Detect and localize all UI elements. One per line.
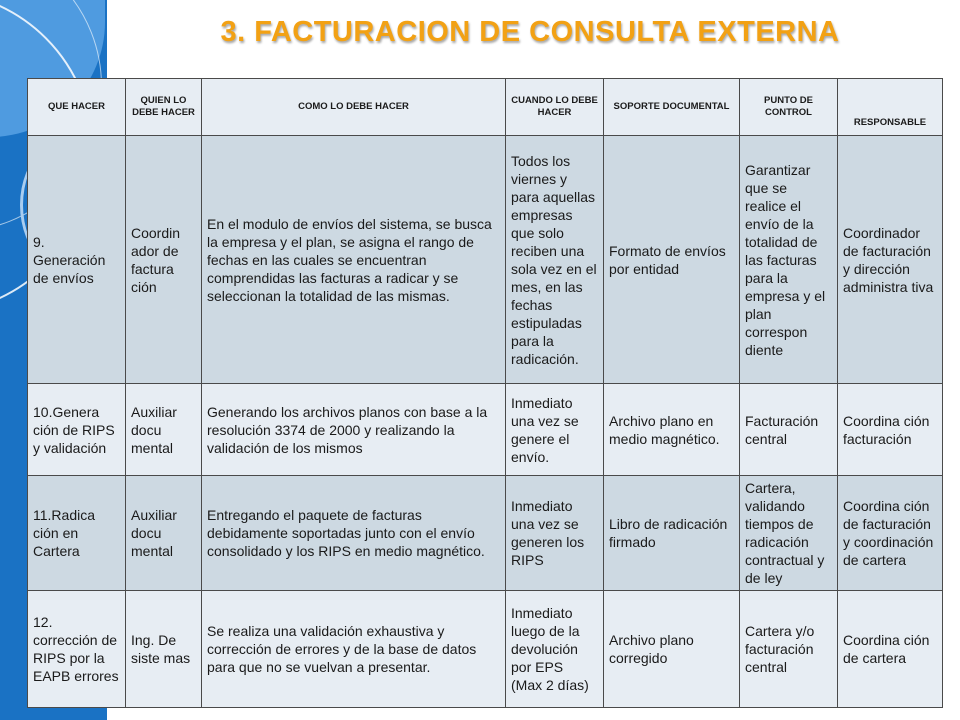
cell-responsable: Coordina ción de facturación y coordinación de cartera [838,476,943,591]
header-soporte: SOPORTE DOCUMENTAL [604,79,740,136]
cell-responsable: Coordina ción de cartera [838,591,943,708]
cell-como: Se realiza una validación exhaustiva y corrección de errores y de la base de datos para que no se vuelvan a presentar. [202,591,506,708]
cell-que: 12. corrección de RIPS por la EAPB errores [28,591,126,708]
cell-quien: Auxiliar docu mental [126,384,202,476]
cell-que: 9. Generación de envíos [28,136,126,384]
cell-quien: Ing. De siste mas [126,591,202,708]
cell-cuando: Inmediato luego de la devolución por EPS (Max 2 días) [506,591,604,708]
cell-responsable: Coordinador de facturación y dirección administra tiva [838,136,943,384]
header-punto-control: PUNTO DE CONTROL [740,79,838,136]
cell-quien: Auxiliar docu mental [126,476,202,591]
cell-cuando: Inmediato una vez se genere el envío. [506,384,604,476]
header-responsable: RESPONSABLE [838,79,943,136]
cell-punto: Garantizar que se realice el envío de la totalidad de las facturas para la empresa y el plan correspon diente [740,136,838,384]
cell-quien: Coordin ador de factura ción [126,136,202,384]
table-row [28,591,943,708]
cell-cuando: Inmediato una vez se generen los RIPS [506,476,604,591]
cell-como: En el modulo de envíos del sistema, se busca la empresa y el plan, se asigna el rango de fechas en las cuales se encuentran comprendidas las facturas a radicar y se seleccionan la totalidad de las mismas. [202,136,506,384]
cell-como: Entregando el paquete de facturas debidamente soportadas junto con el envío consolidado y los RIPS en medio magnético. [202,476,506,591]
cell-que: 11.Radica ción en Cartera [28,476,126,591]
cell-soporte: Formato de envíos por entidad [604,136,740,384]
table-row [28,476,943,591]
cell-que: 10.Genera ción de RIPS y validación [28,384,126,476]
page-title: 3. FACTURACION DE CONSULTA EXTERNA [220,16,840,48]
cell-soporte: Archivo plano corregido [604,591,740,708]
cell-como: Generando los archivos planos con base a la resolución 3374 de 2000 y realizando la validación de los mismos [202,384,506,476]
cell-punto: Facturación central [740,384,838,476]
cell-cuando: Todos los viernes y para aquellas empresas que solo reciben una sola vez en el mes, en las fechas estipuladas para la radicación. [506,136,604,384]
header-que-hacer: QUE HACER [28,79,126,136]
header-quien: QUIEN LO DEBE HACER [126,79,202,136]
table-header-row [28,79,943,136]
cell-punto: Cartera y/o facturación central [740,591,838,708]
cell-responsable: Coordina ción facturación [838,384,943,476]
header-cuando: CUANDO LO DEBE HACER [506,79,604,136]
table-row [28,136,943,384]
table-row [28,384,943,476]
cell-soporte: Libro de radicación firmado [604,476,740,591]
cell-soporte: Archivo plano en medio magnético. [604,384,740,476]
process-table [27,78,943,708]
header-como: COMO LO DEBE HACER [202,79,506,136]
cell-punto: Cartera, validando tiempos de radicación contractual y de ley [740,476,838,591]
